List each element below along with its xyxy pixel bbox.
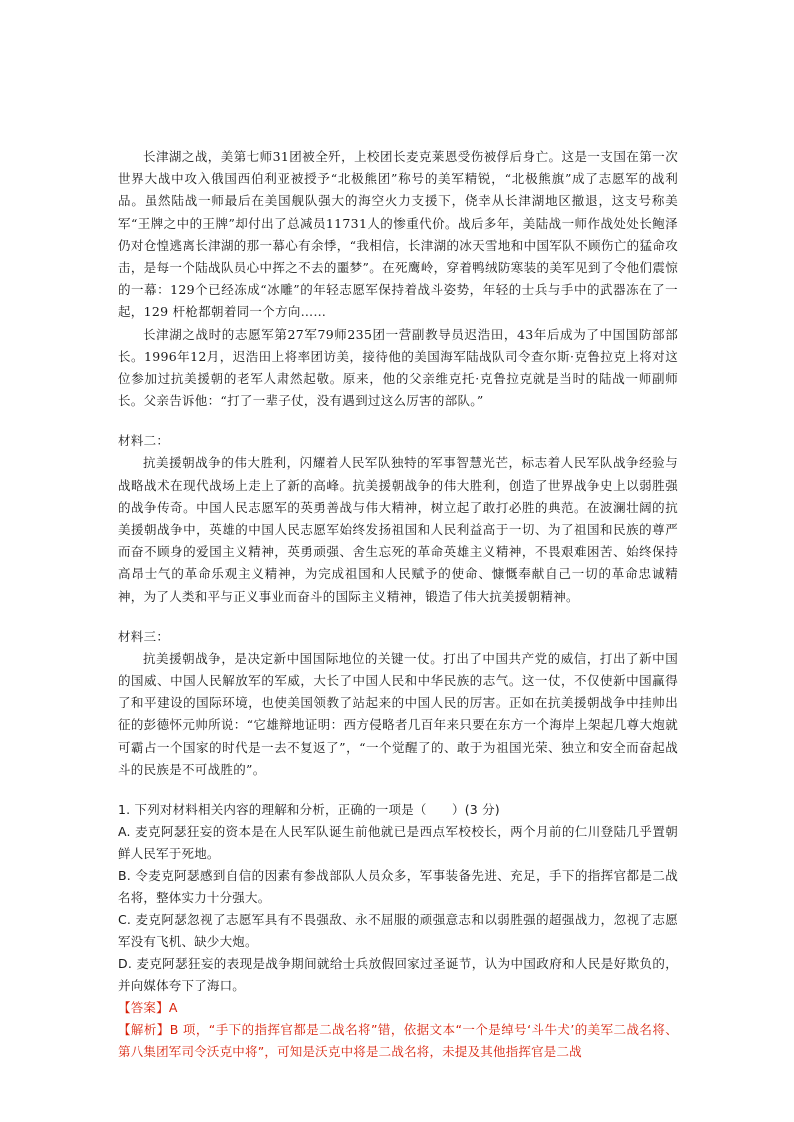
option-a: A. 麦克阿瑟狂妄的资本是在人民军队诞生前他就已是西点军校校长，两个月前的仁川登陆几乎置朝鲜人民军于死地。 (118, 824, 678, 862)
document-content (118, 146, 678, 1063)
material-two-paragraph: 抗美援朝战争的伟大胜利，闪耀着人民军队独特的军事智慧光芒，标志着人民军队战争经验与战略战术在现代战场上走上了新的高峰。抗美援朝战争的伟大胜利，创造了世界战争史上以弱胜强的战争传奇。中国人民志愿军的英勇善战与伟大精神，树立起了敢打必胜的典范。在波澜壮阔的抗美援朝战争中，英雄的中国人民志愿军始终发扬祖国和人民利益高于一切、为了祖国和民族的尊严而奋不顾身的爱国主义精神，英勇顽强、舍生忘死的革命英雄主义精神，不畏艰难困苦、始终保持高昂士气的革命乐观主义精神，为完成祖国和人民赋予的使命、慷慨奉献自己一切的革命忠诚精神，为了人类和平与正义事业而奋斗的国际主义精神，锻造了伟大抗美援朝精神。 (118, 455, 678, 604)
material-one-paragraph-1: 长津湖之战，美第七师31团被全歼，上校团长麦克莱恩受伤被俘后身亡。这是一支国在第一次世界大战中攻入俄国西伯利亚被授予“北极熊团”称号的美军精锐，“北极熊旗”成了志愿军的战利品。虽然陆战一师最后在美国舰队强大的海空火力支援下，侥幸从长津湖地区撤退，这支号称美军“王牌之中的王牌”却付出了总减员11731人的惨重代价。战后多年，美陆战一师作战处处长鲍泽仍对仓惶逃离长津湖的那一幕心有余悸，“我相信，长津湖的冰天雪地和中国军队不顾伤亡的猛命攻击，是每一个陆战队员心中挥之不去的噩梦”。在死鹰岭，穿着鸭绒防寒装的美军见到了令他们震惊的一幕：129个已经冻成“冰雕”的年轻志愿军保持着战斗姿势，年轻的士兵与手中的武器冻在了一起，129 杆枪都朝着同一个方向…… (118, 149, 678, 320)
option-b: B. 令麦克阿瑟感到自信的因素有参战部队人员众多，军事装备先进、充足，手下的指挥官都是二战名将，整体实力十分强大。 (118, 868, 678, 906)
answer-value: A (168, 1000, 178, 1016)
spacer (118, 412, 678, 430)
option-d: D. 麦克阿瑟狂妄的表现是战争期间就给士兵放假回家过圣诞节，认为中国政府和人民是好欺负的，并向媒体夸下了海口。 (118, 956, 678, 994)
material-three-label: 材料三： (118, 628, 170, 644)
question-stem: 1. 下列对材料相关内容的理解和分析，正确的一项是（ ）(3 分) (118, 802, 500, 818)
answer-line (118, 997, 678, 1019)
material-three-paragraph: 抗美援朝战争，是决定新中国国际地位的关键一仗。打出了中国共产党的威信，打出了新中国的国威、中国人民解放军的军威，大长了中国人民和中华民族的志气。这一仗，不仅使新中国赢得了和平建设的国际环境，也使美国领教了站起来的中国人民的厉害。正如在抗美援朝战争中挂帅出征的彭德怀元帅所说：“它雄辩地证明：西方侵略者几百年来只要在东方一个海岸上架起几尊大炮就可霸占一个国家的时代是一去不复返了”，“一个觉醒了的、敢于为祖国光荣、独立和安全而奋起战斗的民族是不可战胜的”。 (118, 650, 678, 777)
material-one-paragraph-2: 长津湖之战时的志愿军第27军79师235团一营副教导员迟浩田，43年后成为了中国国防部部长。1996年12月，迟浩田上将率团访美，接待他的美国海军陆战队司令查尔斯·克鲁拉克上将对这位参加过抗美援朝的老军人肃然起敬。原来，他的父亲维克托·克鲁拉克就是当时的陆战一师副师长。父亲告诉他：“打了一辈子仗，没有遇到过这么厉害的部队。” (118, 326, 678, 409)
spacer (118, 608, 678, 626)
spacer (118, 781, 678, 799)
question-block (118, 799, 678, 1063)
material-two-label: 材料二： (118, 433, 170, 449)
option-c: C. 麦克阿瑟忽视了志愿军具有不畏强敌、永不屈服的顽强意志和以弱胜强的超强战力，忽视了志愿军没有飞机、缺少大炮。 (118, 912, 678, 950)
answer-tag: 【答案】 (118, 1000, 169, 1016)
analysis-tag: 【解析】 (118, 1022, 170, 1038)
analysis-text: B 项，“手下的指挥官都是二战名将”错，依据文本“一个是绰号‘斗牛犬’的美军二战名将、第八集团军司令沃克中将”，可知是沃克中将是二战名将，未提及其他指挥官是二战 (118, 1022, 678, 1060)
analysis-line (118, 1019, 678, 1063)
